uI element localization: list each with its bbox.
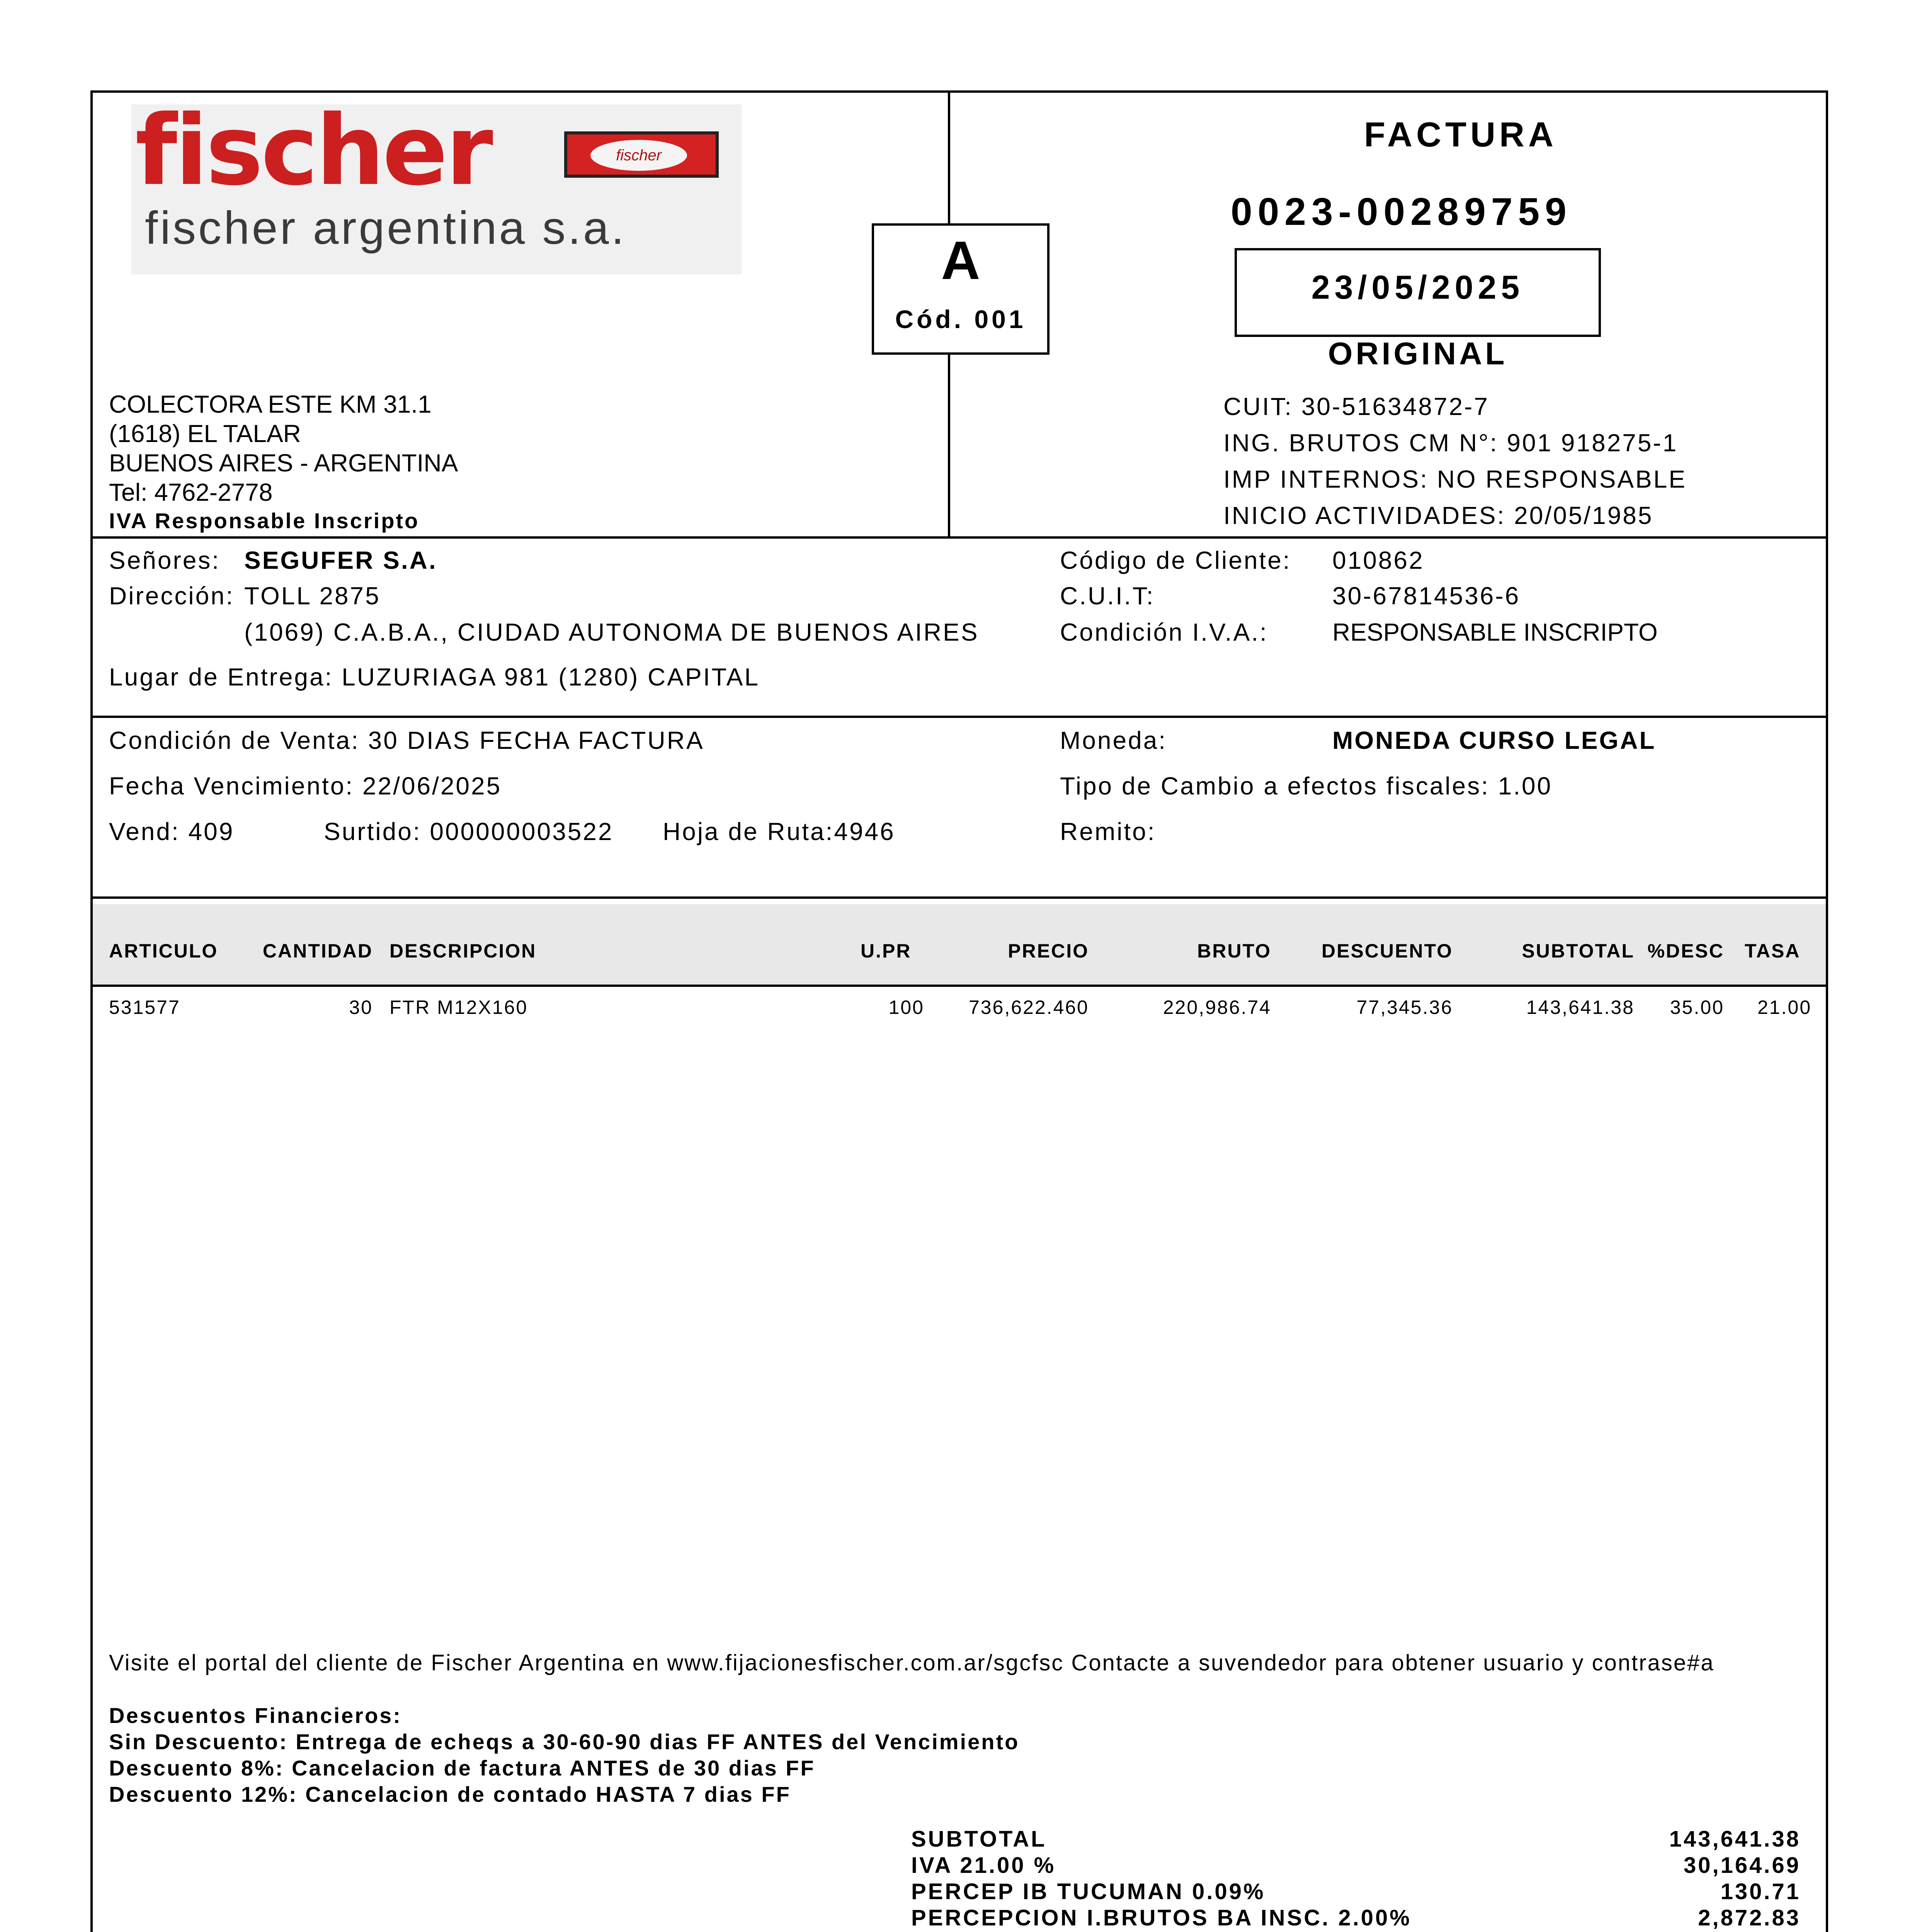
- cell-tasa: 21.00: [1757, 997, 1812, 1018]
- totals-label: IVA 21.00 %: [911, 1853, 1056, 1878]
- issuer-address1: COLECTORA ESTE KM 31.1: [109, 390, 432, 418]
- sale-moneda-label: Moneda:: [1060, 726, 1167, 754]
- rule-client: [90, 716, 1828, 718]
- invoice-letter: A: [941, 230, 980, 291]
- col-pct-desc: %DESC: [1647, 940, 1724, 962]
- client-lugar-entrega: Lugar de Entrega: LUZURIAGA 981 (1280) CAPITAL: [109, 663, 760, 691]
- cell-descripcion: FTR M12X160: [390, 997, 528, 1018]
- col-cantidad: CANTIDAD: [262, 940, 373, 962]
- cell-upr: 100: [888, 997, 924, 1018]
- cell-cantidad: 30: [349, 997, 373, 1018]
- totals-value: 143,641.38: [1669, 1827, 1801, 1852]
- sale-surtido: Surtido: 000000003522: [324, 818, 614, 845]
- issuer-inicio: INICIO ACTIVIDADES: 20/05/1985: [1223, 502, 1653, 529]
- totals-label: PERCEPCION I.BRUTOS BA INSC. 2.00%: [911, 1905, 1412, 1930]
- totals-value: 130.71: [1720, 1879, 1801, 1904]
- totals-value: 2,872.83: [1698, 1905, 1801, 1930]
- cell-precio: 736,622.460: [968, 997, 1089, 1018]
- sale-tipo-cambio: Tipo de Cambio a efectos fiscales: 1.00: [1060, 772, 1553, 800]
- col-precio: PRECIO: [1008, 940, 1089, 962]
- copy-label: ORIGINAL: [1328, 336, 1508, 371]
- sale-condicion: Condición de Venta: 30 DIAS FECHA FACTURA: [109, 726, 704, 754]
- client-codigo: 010862: [1332, 546, 1424, 574]
- issuer-address3: BUENOS AIRES - ARGENTINA: [109, 449, 458, 477]
- sale-remito: Remito:: [1060, 818, 1156, 845]
- financial-line: Sin Descuento: Entrega de echeqs a 30-60-90 dias FF ANTES del Vencimiento: [109, 1730, 1020, 1754]
- col-tasa: TASA: [1745, 940, 1801, 962]
- doc-type: FACTURA: [1364, 116, 1557, 154]
- cell-subtotal: 143,641.38: [1526, 997, 1635, 1018]
- portal-note: Visite el portal del cliente de Fischer Argentina en www.fijacionesfischer.com.ar/sgcfsc Contacte a suvendedor para obtener usuario y contrase#a: [109, 1650, 1715, 1675]
- invoice-letter-box: [872, 223, 1050, 355]
- financial-line: Descuento 12%: Cancelacion de contado HASTA 7 dias FF: [109, 1782, 791, 1806]
- client-senores-label: Señores:: [109, 546, 221, 574]
- col-descripcion: DESCRIPCION: [390, 940, 537, 962]
- rule-sale: [90, 896, 1828, 899]
- sale-vend: Vend: 409: [109, 818, 235, 845]
- client-name: SEGUFER S.A.: [244, 546, 437, 574]
- financial-line: Descuento 8%: Cancelacion de factura ANTES de 30 dias FF: [109, 1756, 815, 1780]
- rule-table-head: [90, 985, 1828, 987]
- cell-bruto: 220,986.74: [1163, 997, 1271, 1018]
- invoice-cod: Cód. 001: [895, 305, 1026, 333]
- invoice-date: 23/05/2025: [1311, 269, 1524, 306]
- client-direccion-label: Dirección:: [109, 582, 235, 610]
- issuer-ing-brutos: ING. BRUTOS CM N°: 901 918275-1: [1223, 429, 1678, 457]
- col-subtotal: SUBTOTAL: [1522, 940, 1635, 962]
- col-descuento: DESCUENTO: [1321, 940, 1453, 962]
- issuer-address2: (1618) EL TALAR: [109, 420, 301, 447]
- client-cuit: 30-67814536-6: [1332, 582, 1521, 610]
- totals-value: 30,164.69: [1683, 1853, 1801, 1878]
- totals-label: PERCEP IB TUCUMAN 0.09%: [911, 1879, 1266, 1904]
- logo-wordmark: fischer: [135, 94, 491, 207]
- client-localidad: (1069) C.A.B.A., CIUDAD AUTONOMA DE BUENOS AIRES: [244, 618, 979, 646]
- issuer-iva: IVA Responsable Inscripto: [109, 509, 420, 533]
- sale-moneda: MONEDA CURSO LEGAL: [1332, 726, 1656, 754]
- col-articulo: ARTICULO: [109, 940, 218, 962]
- sale-vencimiento: Fecha Vencimiento: 22/06/2025: [109, 772, 502, 800]
- cell-descuento: 77,345.36: [1356, 997, 1453, 1018]
- date-box: [1235, 248, 1601, 337]
- col-upr: U.PR: [861, 940, 912, 962]
- financial-title: Descuentos Financieros:: [109, 1703, 402, 1728]
- logo-subtitle: fischer argentina s.a.: [145, 202, 626, 254]
- issuer-tel: Tel: 4762-2778: [109, 478, 273, 506]
- client-codigo-label: Código de Cliente:: [1060, 546, 1291, 574]
- client-cuit-label: C.U.I.T:: [1060, 582, 1155, 610]
- rule-header: [90, 536, 1828, 539]
- issuer-cuit: CUIT: 30-51634872-7: [1223, 393, 1489, 420]
- issuer-imp-internos: IMP INTERNOS: NO RESPONSABLE: [1223, 465, 1687, 493]
- client-iva-label: Condición I.V.A.:: [1060, 618, 1268, 646]
- invoice-number: 0023-00289759: [1231, 190, 1572, 233]
- logo-badge-icon: fischer: [564, 131, 719, 178]
- cell-pct-desc: 35.00: [1670, 997, 1724, 1018]
- col-bruto: BRUTO: [1197, 940, 1271, 962]
- totals-label: SUBTOTAL: [911, 1827, 1047, 1852]
- sale-hoja-ruta: Hoja de Ruta:4946: [663, 818, 895, 845]
- cell-articulo: 531577: [109, 997, 180, 1018]
- client-iva: RESPONSABLE INSCRIPTO: [1332, 618, 1658, 646]
- client-direccion: TOLL 2875: [244, 582, 381, 610]
